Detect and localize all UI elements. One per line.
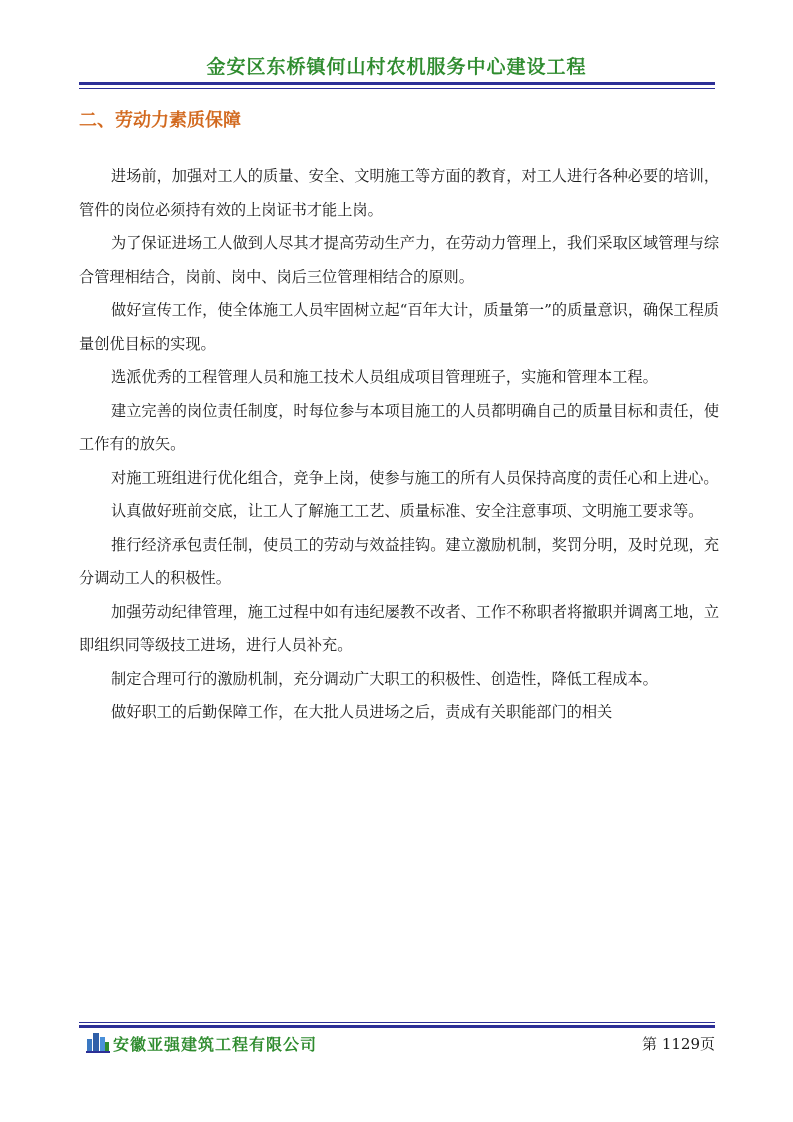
footer-company-name: 安徽亚强建筑工程有限公司 xyxy=(113,1035,318,1054)
paragraph: 进场前，加强对工人的质量、安全、文明施工等方面的教育，对工人进行各种必要的培训，管件的岗位必须持有效的上岗证书才能上岗。 xyxy=(79,167,719,219)
paragraph: 做好职工的后勤保障工作，在大批人员进场之后，责成有关职能部门的相关 xyxy=(111,703,613,721)
paragraph: 做好宣传工作，使全体施工人员牢固树立起“百年大计，质量第一”的质量意识，确保工程质量创优目标的实现。 xyxy=(79,301,719,353)
footer-rule-thin xyxy=(79,1022,715,1023)
page-number: 第 1129页 xyxy=(642,1035,715,1053)
paragraph: 建立完善的岗位责任制度，时每位参与本项目施工的人员都明确自己的质量目标和责任，使工作有的放矢。 xyxy=(79,401,719,453)
header-rule-thick xyxy=(79,82,715,85)
paragraph: 加强劳动纪律管理，施工过程中如有违纪屡教不改者、工作不称职者将撤职并调离工地，立即组织同等级技工进场，进行人员补充。 xyxy=(79,602,719,654)
paragraph: 制定合理可行的激励机制，充分调动广大职工的积极性、创造性，降低工程成本。 xyxy=(111,669,658,688)
building-logo-icon xyxy=(86,1031,110,1053)
footer-rule-thick xyxy=(79,1025,715,1028)
page-header-title: 金安区东桥镇何山村农机服务中心建设工程 xyxy=(206,56,587,78)
paragraph: 认真做好班前交底，让工人了解施工工艺、质量标准、安全注意事项、文明施工要求等。 xyxy=(111,502,704,520)
body-text xyxy=(79,160,719,730)
paragraph: 对施工班组进行优化组合，竞争上岗，使参与施工的所有人员保持高度的责任心和上进心。 xyxy=(111,468,719,487)
paragraph: 推行经济承包责任制，使员工的劳动与效益挂钩。建立激励机制，奖罚分明，及时兑现，充分调动工人的积极性。 xyxy=(79,535,719,587)
section-heading: 二、劳动力素质保障 xyxy=(79,110,241,131)
header-rule-thin xyxy=(79,88,715,89)
paragraph: 选派优秀的工程管理人员和施工技术人员组成项目管理班子，实施和管理本工程。 xyxy=(111,368,658,386)
paragraph: 为了保证进场工人做到人尽其才提高劳动生产力，在劳动力管理上，我们采取区域管理与综合管理相结合，岗前、岗中、岗后三位管理相结合的原则。 xyxy=(79,234,719,286)
